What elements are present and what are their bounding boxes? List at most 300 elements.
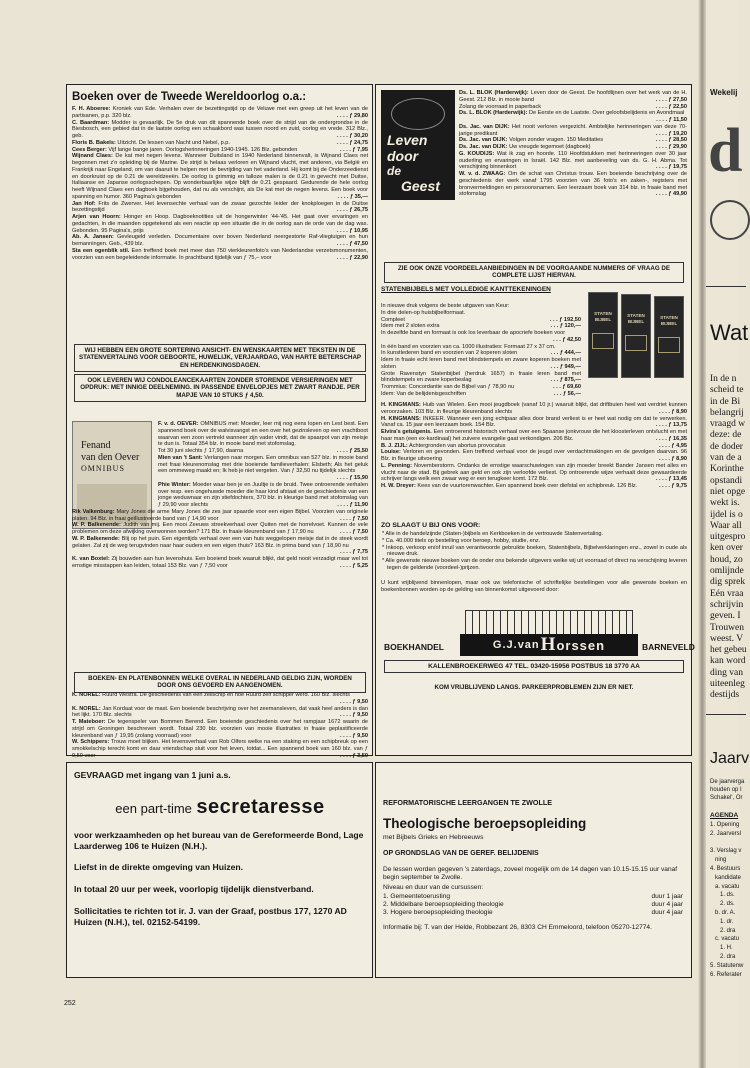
statenbijbel-line — [381, 310, 581, 317]
kingmans-book-entry-text: Een ontroerend historisch verhaal over een Spaanse jonkvrouw die het kloosterleven ontvlucht en met haar man (een ex-kardinaal) het zuivere evangelie gaat verkondigen. 206 Blz. — [381, 429, 687, 442]
kingmans-book-entry-price: . . . . ƒ 13,45 — [655, 476, 687, 483]
theology-course-duration: duur 4 jaar — [651, 901, 683, 908]
wwii-book-entry — [72, 140, 368, 147]
blok-book-entry-author: Ds. L. BLOK (Harderwijk): — [459, 90, 529, 96]
wwii-book-entry-price: . . . . ƒ 22,90 — [336, 254, 368, 261]
notice-condoleance: OOK LEVEREN WIJ CONDOLEANCEKAARTEN ZONDER STORENDE VERSIERINGEN MET OPDRUK: MET INNIGE DEELNEMING. IN PASSENDE ENVELOPJES MET ZWART RANDJE. PER MAPJE VAN 10 STUKS ƒ 4,50. — [74, 374, 366, 402]
job-ad-role: secretaresse — [196, 796, 325, 818]
theology-ad-title: Theologische beroepsopleiding — [383, 816, 587, 831]
theology-ad-head: REFORMATORISCHE LEERGANGEN TE ZWOLLE — [383, 798, 553, 807]
blok-book-entry-author: Ds. Jac. van DIJK: — [459, 144, 508, 150]
statenbijbel-line — [381, 344, 581, 351]
norel-book-entry-price: . . . . ƒ 3,50 — [340, 752, 368, 759]
wwii-book-entry-text: Gevleugeld verleden. Documentaire over boven Nederland neergestorte Raf-vliegtuigen en hun bemanningen. Geb., 439 blz. — [72, 234, 368, 247]
statenbijbel-line-price: . . . ƒ 192,50 — [549, 316, 581, 323]
horssen-logo-prefix: G.J.van — [492, 639, 540, 651]
right-subtext — [710, 778, 744, 802]
wwii-book-entry-author: Ab. A. Jansen: — [72, 234, 114, 241]
wwii-book-entry-author: Jan Hof: — [72, 200, 96, 207]
agenda-item: 3. Verslag v — [710, 848, 742, 855]
agenda-item: ning — [710, 857, 727, 864]
notice-voordeelaanbiedingen: ZIE OOK ONZE VOORDEELAANBIEDINGEN IN DE VOORGAANDE NUMMERS OF VRAAG DE COMPLETE LIJST HIERVAN. — [384, 262, 684, 283]
kingmans-book-entry — [381, 449, 687, 463]
theology-course-duration: duur 4 jaar — [651, 909, 683, 916]
right-column-line: ken over — [710, 543, 743, 554]
blok-book-entry — [459, 151, 687, 171]
wwii-book-entry-author: F. H. Aboeree: — [72, 106, 111, 112]
horssen-bottom: KOM VRIJBLIJVEND LANGS. PARKEERPROBLEMEN ZIJN ER NIET. — [434, 684, 634, 691]
right-column-line: geven. I — [710, 611, 741, 622]
norel-book-entry — [72, 739, 368, 759]
omnibus-entry-text: Zij bouwden aan hun levenshuis. Een boeiend boek waaruit blijkt, dat geld nooit verzadigt maar wel tot ernstige misstappen kan leiden, totaal 153 Blz. van ƒ 7,50 voor — [72, 556, 368, 569]
omnibus-entry-price: . . . . ƒ 15,90 — [336, 475, 368, 481]
statenbijbel-line-text: In één band en voorzien van ca. 1000 illustraties: Formaat 27 x 37 cm. — [381, 343, 556, 350]
right-column-line: in de Bi — [710, 396, 741, 407]
right-column-line: ijdel is o — [710, 509, 743, 520]
horssen-logo — [460, 634, 638, 656]
kingmans-book-entry-text: Achtergronden van abortus provocatus — [408, 442, 506, 449]
statenbijbel-line-text: In kunstlederen band en voorzien van 2 koperen sloten — [381, 350, 518, 357]
wwii-book-entry-text: Modder is gevaarlijk. De 5e druk van dit spannende boek over de strijd van de ondergrondse in de Biesbosch, een gebied dat in de laatste oorlog een schaakbord was tussen noord en zuid, oorlog en vrede. 312 Blz., geb. — [72, 119, 368, 139]
horssen-left-label: BOEKHANDEL — [384, 642, 444, 652]
kingmans-book-entry — [381, 483, 687, 490]
blok-book-entry — [459, 144, 687, 151]
kingmans-book-entry-text: Kees van de vuurtorenwachter. Een spannend boek over diefstal en schipbreuk. 126 Blz. — [417, 483, 638, 489]
statenbijbel-line-price: . . . ƒ 56,— — [553, 390, 581, 397]
cover-decoration — [391, 98, 445, 130]
omnibus-entry-text: Moeder waar ben je en Juultje is de bruid. Twee ontroerende verhalen over resp. een ongehuwde moeder die haar kind afstaat en de geschiedenis van een jonge weduwnaar en zijn stiefdochters, 370 blz. in kleurige band met stofomslag van ƒ 29,90 voor slechts — [158, 481, 368, 508]
statenbijbel-line — [381, 357, 581, 371]
statenbijbel-line-price: . . . ƒ 69,60 — [553, 384, 581, 390]
zo-slaagt-bullet-text: * Ca. 40.000 titels op bestelling voor beroep, hobby, studie, enz. — [382, 537, 541, 544]
right-column-line: houd, zo — [710, 554, 743, 565]
theology-ad-courses — [383, 893, 683, 917]
job-ad-part: een part-time — [115, 801, 192, 816]
norel-book-entry-price: . . . . ƒ 9,50 — [340, 712, 368, 719]
theology-course-name: 2. Middelbare beroepsopleiding theologie — [383, 901, 504, 908]
agenda-item: 5. Statutenw — [710, 962, 744, 969]
norel-book-entry-text: Ruurd Westra. De geschiedenis van een zeilschip en hoe Ruurd zelf schipper werd. 160 Blz. slechts — [102, 692, 350, 698]
statenbijbel-line-text: Idem: Van de belijdenisgeschriften — [381, 390, 467, 397]
agenda-item: 1. ds. — [710, 892, 735, 899]
right-column-line: Waar all — [710, 520, 742, 531]
theology-ad-sub: met Bijbels Grieks en Hebreeuws — [383, 834, 484, 841]
omnibus-entry — [72, 509, 368, 523]
norel-book-entry-text: De tegenspeler van Bommen Berend. Een boeiende geschiedenis over het rampjaar 1672 waarin de strijd om Groningen beschreven wordt. Totaal 230 blz. voorzien van mooie illustraties in fraaie geplastificeerde kleurenband van ƒ 19,95 (zolang voorraad) voor — [72, 719, 368, 739]
right-column-line: omlijnde — [710, 566, 744, 577]
kingmans-book-entry-author: H. W. Dreyer: — [381, 483, 416, 489]
right-column-line: de doder — [710, 441, 743, 452]
wwii-book-entry — [72, 248, 368, 262]
omnibus-entry-author: Mien van 't Sant: — [158, 454, 203, 461]
zo-slaagt-bullet-text: * Inkoop, verkoop en/of inruil van verantwoorde gebruikte boeken, Statenbijbels, Bijbelverklaringen enz., zowel in oude als nieuwe druk. — [382, 544, 687, 558]
right-column-line: uiteenleg — [710, 679, 745, 690]
blok-book-entry-author: Ds. L. BLOK (Harderwijk): — [459, 110, 528, 117]
right-column-line: ding van — [710, 667, 743, 678]
wwii-book-entry-author: Floris B. Bakels: — [72, 139, 116, 146]
statenbijbel-line — [381, 330, 581, 344]
blok-book-entry-price: . . . . ƒ 28,50 — [655, 137, 687, 144]
statenbijbel-line-text: In dezelfde band en formaat is ook los leverbaar de apocriefe boeken voor — [381, 330, 566, 336]
zo-slaagt-bullet — [381, 531, 687, 538]
horssen-address: KALLENBROEKERWEG 47 TEL. 03420-15956 POSTBUS 18 3770 AA — [384, 660, 684, 673]
zo-slaagt-bullet — [381, 545, 687, 559]
agenda-item: 6. Referater — [710, 971, 742, 978]
masthead-letter: d — [708, 117, 743, 185]
omnibus-entry-author: K. van Boxtel: — [72, 556, 110, 562]
omnibus-entry-text: Judith van mij. Een mooi Zeeuws streekverhaal over Quiten met de horrelvoet. Kunnen de vele problemen om deze afwijking overwonnen worden? 171 Blz. in fraaie kleurenband van ƒ 17,90 nu — [72, 522, 368, 535]
right-column-text — [710, 374, 747, 702]
bible-book-spine-label: STATEN BIJBEL — [660, 315, 678, 326]
right-column-line: Korinthe — [710, 464, 744, 475]
omnibus-entry-author: W. P. Balkenende: — [72, 522, 121, 529]
masthead-emblem — [710, 200, 750, 240]
blok-book-entry-text: Uw vreugde tegemoet (dagboek) — [509, 144, 591, 150]
norel-book-entry-text: Trouw moet blijken. Het levensverhaal van Rob Olfers welke na een staking en een schipbreuk op een smokkelschip terecht komt en daar vriendschap sluit voor het leven, totdat... Een spannend boek van 160 blz. van ƒ 9,50 voor — [72, 739, 368, 759]
theology-ad-info: Informatie bij: T. van der Helde, Robbezant 26, 8303 CH Emmeloord, telefoon 05270-12774. — [383, 924, 652, 931]
statenbijbel-line-price: . . . ƒ 120,— — [550, 323, 581, 330]
statenbijbels-title: STATENBIJBELS MET VOLLEDIGE KANTTEKENINGEN — [381, 286, 551, 293]
job-ad-title — [74, 796, 366, 819]
bible-book-spine-band — [592, 333, 614, 349]
statenbijbel-line — [381, 303, 581, 310]
right-column-line: weest. V — [710, 633, 744, 644]
right-column-line: uitgespro — [710, 532, 746, 543]
leven-door-de-geest-cover — [381, 90, 455, 200]
wwii-book-entry — [72, 153, 368, 200]
right-column-line: scheid te — [710, 385, 744, 396]
kingmans-book-entry — [381, 429, 687, 443]
blok-book-entry-price: . . . . ƒ 19,75 — [655, 164, 687, 171]
kingmans-book-entry — [381, 463, 687, 483]
blok-book-entry-text: Leven door de Geest. De hoofdlijnen over het werk van de H. Geest. 212 Blz. in mooie band — [459, 90, 687, 103]
statenbijbel-line-text: In drie delen-op huisbijbelformaat. — [381, 309, 466, 316]
zo-slaagt-bullet-text: * Alle in de handelzijnde (Staten-)bijbels en Kerkboeken in de vertrouwde Statenvertaling. — [382, 531, 604, 537]
omnibus-cover-author-2: van den Oever — [81, 452, 140, 463]
kingmans-book-entry — [381, 416, 687, 430]
wwii-book-entry-author: C. Baardman: — [72, 119, 110, 126]
kingmans-book-entry-price: . . . . ƒ 13,75 — [655, 422, 687, 429]
zo-slaagt-bullet — [381, 538, 687, 545]
wwii-book-entry — [72, 214, 368, 234]
wwii-book-entry-text: Vijf lange bange jaren. Oorlogsherinneringen 1940-1945. 126 Blz. gebonden — [108, 146, 298, 153]
theology-course-row — [383, 901, 683, 909]
kingmans-book-entry-price: . . . . ƒ 8,90 — [659, 408, 687, 415]
statenbijbel-line-price: . . . ƒ 875,— — [550, 377, 581, 384]
blok-book-entry — [459, 110, 687, 124]
omnibus-entry-price: . . . . ƒ 11,90 — [337, 502, 368, 508]
right-column-line: opstandi — [710, 475, 743, 486]
blok-book-entry-price: . . . . ƒ 11,50 — [656, 117, 687, 123]
wwii-book-entry-price: . . . . ƒ 7,95 — [340, 146, 368, 153]
kingmans-book-entry-author: Elvira's getuigenis. — [381, 429, 432, 435]
wwii-book-entry-author: Sta een ogenblik stil. — [72, 247, 130, 254]
right-column-line: wekt is. — [710, 498, 740, 509]
kingmans-book-entry-text: Novemberstorm. Ondanks de ernstige waarschuwingen van zijn moeder breekt Bander Jansen met alles en vlucht naar de stad. Bij gebrek aan geld en ook zijn verloofde verliest. Op ontroerende wijze verhaalt deze gewaardeerde schrijver langs welk een zwaar weg er een terugkeer komt. 172 Blz. — [381, 462, 688, 483]
agenda-item: kandidate — [710, 874, 742, 881]
kingmans-book-entry-author: L. Penning: — [381, 462, 412, 469]
kingmans-book-entry-author: H. KINGMANS: — [381, 402, 421, 408]
job-ad-text-1: voor werkzaamheden op het bureau van de Gereformeerde Bond, Lage Laarderweg 106 te Huizen (N.H.). — [74, 830, 364, 851]
norel-list — [72, 692, 368, 759]
omnibus-entry-author: W. P. Balkenende: — [72, 535, 120, 542]
wwii-book-entry-text: Kroniek van Ede. Verhalen over de bezettingstijd op de Veluwe met een greep uit het leven van de partisanen, p.p. 320 blz. — [72, 106, 368, 119]
right-subtext-line: houden op I — [710, 787, 742, 793]
kingmans-list — [381, 402, 687, 520]
right-column-line: dig sprek — [710, 577, 746, 588]
norel-book-entry-author: W. Schippers: — [72, 739, 110, 746]
kingmans-book-entry-author: H. KINGMANS: — [381, 415, 421, 422]
blok-book-entry-text: Het nooit verloren vergezicht. Ambtelijke herinneringen van deze 70-jarige predikant — [459, 123, 687, 137]
omnibus-entry — [72, 522, 368, 536]
theology-ad-grondslag: OP GRONDSLAG VAN DE GEREF. BELIJDENIS — [383, 850, 539, 857]
agenda-item: 1. Opening — [710, 822, 740, 828]
right-column-line: destijds — [710, 690, 740, 701]
blok-book-entry-author: G. KOUDIJS: — [459, 150, 495, 157]
zo-slaagt-list — [381, 531, 687, 579]
wwii-book-entry — [72, 201, 368, 215]
wwii-book-entry — [72, 147, 368, 154]
zo-slaagt-title: ZO SLAAGT U BIJ ONS VOOR: — [381, 522, 481, 529]
omnibus-entry-price: . . . . ƒ 7,50 — [340, 515, 368, 522]
page-gutter — [698, 0, 706, 1068]
bible-book-spine-label: STATEN BIJBEL — [594, 311, 612, 322]
blok-book-entry — [459, 137, 687, 144]
blok-book-entry-author: Ds. Jac. van DIJK: — [459, 123, 510, 130]
bible-book-spine — [588, 292, 618, 378]
agenda-title: AGENDA — [710, 812, 739, 819]
agenda-item: 2. dra — [710, 927, 736, 934]
job-ad-text-3: In totaal 20 uur per week, voorlopig tijdelijk dienstverband. — [74, 884, 314, 894]
wwii-book-entry-text: Een treffend boek met meer dan 750 vierkleurenfoto's van Nederlandse verzetsmonumenten, voorzien van een begeleidende informatie. In prachtband tijdelijk van ƒ 75,– voor — [72, 247, 369, 261]
omnibus-entry-price: . . . . ƒ 7,50 — [340, 529, 368, 535]
zo-slaagt-bullet — [381, 558, 687, 572]
right-column-line: niet opge — [710, 486, 746, 497]
norel-book-entry-author: K. NOREL: — [72, 692, 101, 698]
right-heading-2: Jaarv — [710, 750, 750, 767]
wwii-book-entry-price: . . . . ƒ 24,75 — [336, 139, 368, 146]
kingmans-book-entry-text: INKEER. Wanneer een jong echtpaar alles door brand verliest is er heel wat nodig om dat te verwerken. Vanaf ca. 15 jaar een leerzaam boek. 154 Blz. — [381, 415, 687, 429]
norel-book-entry-price: . . . . ƒ 9,50 — [340, 698, 368, 705]
theology-ad-intro: De lessen worden gegeven 's zaterdags, zoveel mogelijk om de 14 dagen van 10.15-15.15 uur vanaf begin september te Zwolle. — [383, 866, 678, 881]
statenbijbel-line-text: In nieuwe druk volgens de beste uitgaven van Keur: — [381, 303, 510, 309]
right-heading-1: Wat — [710, 320, 749, 345]
right-subtext-line: Schakel', Or — [710, 795, 743, 801]
right-column-line: In de n — [710, 374, 737, 384]
agenda-item: a. vacatu — [710, 883, 740, 890]
omnibus-entry-text: Blij op het puin. Een eigentijds verhaal over een van huis weggelopen meisje dat in de steek wordt gelaten. Zal zij de weg terugvinden naar haar ouders en een eigen thuis? 163 Blz. in prima band van ƒ 18,90 nu — [72, 535, 368, 549]
norel-book-entry-price: . . . . ƒ 9,50 — [340, 732, 368, 739]
right-column-line: schrijvin — [710, 599, 744, 610]
statenbijbel-line — [381, 323, 581, 330]
wwii-book-entry-author: Wijnand Claes: — [72, 153, 113, 160]
job-ad-lead: GEVRAAGD met ingang van 1 juni a.s. — [74, 770, 231, 780]
cover-text-door: door — [387, 148, 419, 164]
kingmans-book-entry-author: Louise: — [381, 449, 401, 456]
blok-list — [459, 90, 687, 260]
cover-text-leven: Leven — [387, 132, 428, 148]
omnibus-list — [72, 421, 368, 671]
masthead-rule — [706, 286, 746, 287]
blok-book-entry-author: Ds. Jac. van DIJK: — [459, 137, 508, 144]
blok-book-entry-text: De Eerste en de Laatste. Over geloofsbelijdenis en Avondmaal — [528, 110, 685, 117]
bible-book-spine-label: STATEN BIJBEL — [627, 313, 645, 324]
statenbijbel-line — [381, 391, 581, 398]
blok-book-entry — [459, 104, 687, 111]
horssen-building-illustration — [465, 610, 633, 634]
right-page-header: Wekelij — [710, 88, 738, 97]
kingmans-book-entry-price: . . . . ƒ 9,75 — [659, 483, 687, 489]
statenbijbel-line-price: . . . ƒ 42,50 — [553, 336, 581, 343]
notice-platenbonnen: BOEKEN- EN PLATENBONNEN WELKE OVERAL IN NEDERLAND GELDIG ZIJN, WORDEN DOOR ONS GEVOERD EN AANGENOMEN. — [74, 672, 366, 693]
blok-book-entry-price: . . . . ƒ 19,20 — [655, 130, 687, 137]
statenbijbel-line — [381, 350, 581, 357]
wwii-books-list — [72, 106, 368, 341]
right-column-line: het gebeu — [710, 645, 747, 656]
kingmans-book-entry-text: Huib van Wielen. Een mooi jeugdboek (vanaf 10 jr.) waaruit blijkt, dat driftbuien heel wat verdriet kunnen veroorzaken. 103 Blz. in fleurige kleurenband slechts — [381, 402, 688, 415]
zo-slaagt-closing: U kunt vrijblijvend binnenlopen, maar ook uw telefonische of schriftelijke bestellingen voor alle gewenste boeken en boekenbonnen worden op de gelding van binnenkomst uitgevoerd door: — [381, 580, 687, 593]
kingmans-book-entry — [381, 443, 687, 450]
norel-book-entry-author: T. Mateboer: — [72, 719, 106, 725]
job-ad-text-4: Sollicitaties te richten tot ir. J. van der Graaf, postbus 177, 1270 AD Huizen (N.H.), tel. 02152-54199. — [74, 906, 347, 927]
statenbijbel-line — [381, 317, 581, 324]
omnibus-entry — [72, 421, 368, 448]
agenda-item: 1. H. — [710, 945, 733, 952]
job-ad-text-2: Liefst in de direkte omgeving van Huizen. — [74, 862, 244, 872]
statenbijbel-line-text: Compleet — [381, 316, 405, 323]
omnibus-entry-price: . . . . ƒ 25,50 — [336, 448, 368, 454]
wwii-book-entry — [72, 234, 368, 248]
wwii-book-entry-text: Uitzicht. De lessen van Nacht und Nebel, p.p. — [117, 139, 230, 146]
agenda-item: c. vacatu — [710, 936, 740, 943]
kingmans-book-entry-price: . . . . ƒ 16,35 — [655, 435, 687, 442]
blok-book-entry — [459, 124, 687, 138]
statenbijbel-line-text: Idem in fraaie echt leren band met blindstempels en zware koperen boeken met sloten — [381, 357, 581, 370]
theology-course-duration: duur 1 jaar — [651, 893, 683, 900]
theology-course-name: 1. Gemeentetoerusting — [383, 893, 451, 900]
bible-book-spine-band — [658, 337, 680, 353]
kingmans-book-entry-author: B. J. ZIJL: — [381, 442, 408, 449]
horssen-right-label: BARNEVELD — [642, 642, 695, 652]
statenbijbel-line-text: Grote Ravenstyn Statenbijbel (herdruk 1657) in fraaie leren band met blindstempels en zware koperbeslag — [381, 370, 581, 384]
theology-course-row — [383, 909, 683, 917]
wwii-books-title: Boeken over de Tweede Wereldoorlog o.a.: — [72, 91, 307, 103]
blok-book-entry-text: Om de schat van Christus trouw. Een boeiende beschrijving over de geschiedenis der werk vanaf 1795 voorzien van 36 foto's en zaken-, registers met bronvermeldingen en persoonsnamen. Een leerzaam boek van 314 blz. in fraaie band met stofomslag — [459, 171, 688, 198]
norel-book-entry-text: Jan Kordaat voor de mast. Een boeiende beschrijving over het zeemansleven, dat vaak heel anders is dan het lijkt. 170 Blz. slechts — [72, 705, 368, 719]
blok-book-entry — [459, 90, 687, 104]
omnibus-entry — [72, 455, 368, 482]
agenda-list — [710, 821, 743, 979]
omnibus-entry-text: OMNIBUS met: Moeder, leer mij nog eens lopen en Lest best. Een spannend boek over de walvisvangst en een over het gezinsleven op een vrachtboot waarvan een zoon vertrekt wanneer zijn vader vindt, dat de spaarpot van zijn meisje te dun is. Totaal 354 blz. in mooie band met stofomslag. — [158, 421, 369, 448]
norel-book-entry — [72, 719, 368, 739]
omnibus-entry — [72, 556, 368, 570]
statenbijbels-list — [381, 303, 581, 398]
horssen-logo-rest: orssen — [556, 637, 606, 653]
statenbijbel-line-text: Idem met 2 sloten extra — [381, 323, 440, 330]
right-column-line: deze: de — [710, 430, 742, 441]
blok-book-entry — [459, 171, 687, 198]
omnibus-entry-text: Mary Jones die arme Mary Jones die zes jaar spaarde voor een eigen Bijbel. Voorzien van originele platen. 94 Blz. in fraai geïllustreerde band van ƒ 14,90 voor — [72, 508, 368, 522]
bible-book-spine — [621, 294, 651, 378]
theology-ad-niveau: Niveau en duur van de cursussen: — [383, 884, 484, 891]
zo-slaagt-bullet-text: * Alle gewenste nieuwe boeken van de onder ons bekende uitgevers welke wij uit voorraad of direct na verschijning leveren tegen de geldende (voordeel-)prijzen. — [382, 558, 687, 571]
blok-book-entry-author: W. v. d. ZWAAG: — [459, 171, 506, 177]
blok-book-entry-price: . . . . ƒ 22,50 — [655, 103, 687, 110]
theology-course-row — [383, 893, 683, 901]
agenda-item: 4. Bestuurs — [710, 865, 741, 872]
agenda-item: 2. ds. — [710, 901, 735, 908]
blok-book-entry-price: . . . . ƒ 27,50 — [655, 96, 687, 103]
page-number: 252 — [64, 1000, 76, 1007]
right-column-line: Eén vraa — [710, 588, 744, 599]
omnibus-cover-author-1: Fenand — [81, 440, 111, 451]
wwii-book-entry — [72, 120, 368, 140]
wwii-book-entry-price: . . . . ƒ 47,50 — [336, 241, 368, 247]
right-column-line: vraagd w — [710, 419, 746, 430]
kingmans-book-entry-price: . . . . ƒ 8,90 — [659, 456, 687, 462]
wwii-book-entry-text: Frits de Zwerver. Het levensechte verhaal van de zwaar gezochte leider der knokploegen in de Duitse bezettingstijd — [72, 200, 369, 214]
agenda-item — [710, 839, 743, 848]
wwii-book-entry-price: . . . . ƒ 26,75 — [336, 207, 368, 214]
wwii-book-entry-author: Arjen van Hoorn: — [72, 214, 121, 220]
blok-book-entry-text: Volgen zonder vragen. 150 Meditaties — [509, 137, 603, 144]
omnibus-entry — [72, 536, 368, 556]
right-column-line: Trouwen — [710, 622, 744, 633]
statenbijbel-line-price: . . . ƒ 444,— — [550, 350, 581, 357]
kingmans-book-entry-price: . . . . ƒ 4,95 — [659, 442, 687, 449]
wwii-book-entry-price: . . . . ƒ 29,80 — [336, 112, 368, 119]
right-column-line: kan word — [710, 656, 746, 667]
right-column-line: belangrij — [710, 407, 744, 418]
agenda-item: b. dr. A. — [710, 909, 736, 916]
theology-course-name: 3. Hogere beroepsopleiding theologie — [383, 909, 493, 916]
omnibus-entry-price: . . . . ƒ 7,75 — [340, 549, 368, 556]
right-rule — [706, 714, 746, 715]
omnibus-entry-author: Rik Valkenburg: — [72, 508, 115, 515]
omnibus-entry — [72, 448, 368, 455]
cover-text-de: de — [387, 164, 402, 178]
omnibus-entry-text: Tot 30 juni slechts ƒ 17,90, daarna — [158, 448, 244, 454]
kingmans-book-entry — [381, 402, 687, 416]
wwii-book-entry-price: . . . . ƒ 10,95 — [336, 227, 368, 234]
statenbijbel-line — [381, 384, 581, 391]
agenda-item: 2. Jaarversl — [710, 830, 742, 837]
blok-book-entry-price: . . . . ƒ 29,90 — [655, 144, 687, 150]
right-subtext-line: De jaarverga — [710, 779, 745, 785]
notice-wenskaarten: WIJ HEBBEN EEN GROTE SORTERING ANSICHT- EN WENSKAARTEN MET TEKSTEN IN DE STATENVERTALING VOOR GEBOORTE, HUWELIJK, VERJAARDAG, VAN HARTE BETERSCHAP EN HERDENKINGSDAGEN. — [74, 344, 366, 372]
statenbijbel-line — [381, 371, 581, 385]
wwii-book-entry-text: Honger en Hoop. Dagboeknotities uit de hongerwinter '44-'45. Het gaat over ervaringen en gedachten, in die maanden opgetekend als een reactie op een situatie die in de oorlog aan de orde van de dag was. Gebonden. 95 Pagina's, prijs — [72, 214, 368, 234]
agenda-item: 2. dra — [710, 953, 736, 960]
right-page — [706, 0, 750, 1068]
omnibus-entry-text: Verlangen naar morgen. Een omnibus van 527 blz. in mooie band met fraai kleurenomslag met drie boeiende familieverhalen: Elsbeth; Als het geluk een ommeweg maakt en; Ik heb je niet vergeten. Van ƒ 32,50 nu tijdelijk slechts — [158, 454, 368, 475]
norel-book-entry — [72, 692, 368, 706]
bible-book-spine-band — [625, 335, 647, 351]
kingmans-book-entry-text: Verloren en gevonden. Een treffend verhaal voor de jeugd over verdachtmakingen en de gevolgen daarvan. 96 Blz. in fleurige uitvoering — [381, 449, 687, 462]
horssen-logo-h: H — [540, 634, 556, 655]
omnibus-entry-author: F. v. d. OEVER: — [158, 421, 199, 427]
omnibus-entry-author: Phie Winter: — [158, 481, 191, 488]
norel-book-entry-author: K. NOREL: — [72, 705, 101, 712]
bible-book-spine — [654, 296, 684, 378]
blok-book-entry-price: . . . . ƒ 49,90 — [655, 191, 687, 198]
omnibus-entry — [72, 482, 368, 509]
statenbijbels-illustration — [584, 288, 688, 382]
omnibus-entry-price: . . . . ƒ 5,25 — [340, 562, 368, 569]
blok-book-entry-text: Wat ik zag en hoorde. 110 Hoofdstukken met herinneringen over 30 jaar ouderling en ervaringen in Israël. 142 Blz. met aanbeveling van ds. G. H. Abma. Tot verschijning binnenkort — [459, 150, 687, 171]
wwii-book-entry-author: Cees Berger: — [72, 146, 107, 153]
cover-text-geest: Geest — [401, 178, 440, 194]
